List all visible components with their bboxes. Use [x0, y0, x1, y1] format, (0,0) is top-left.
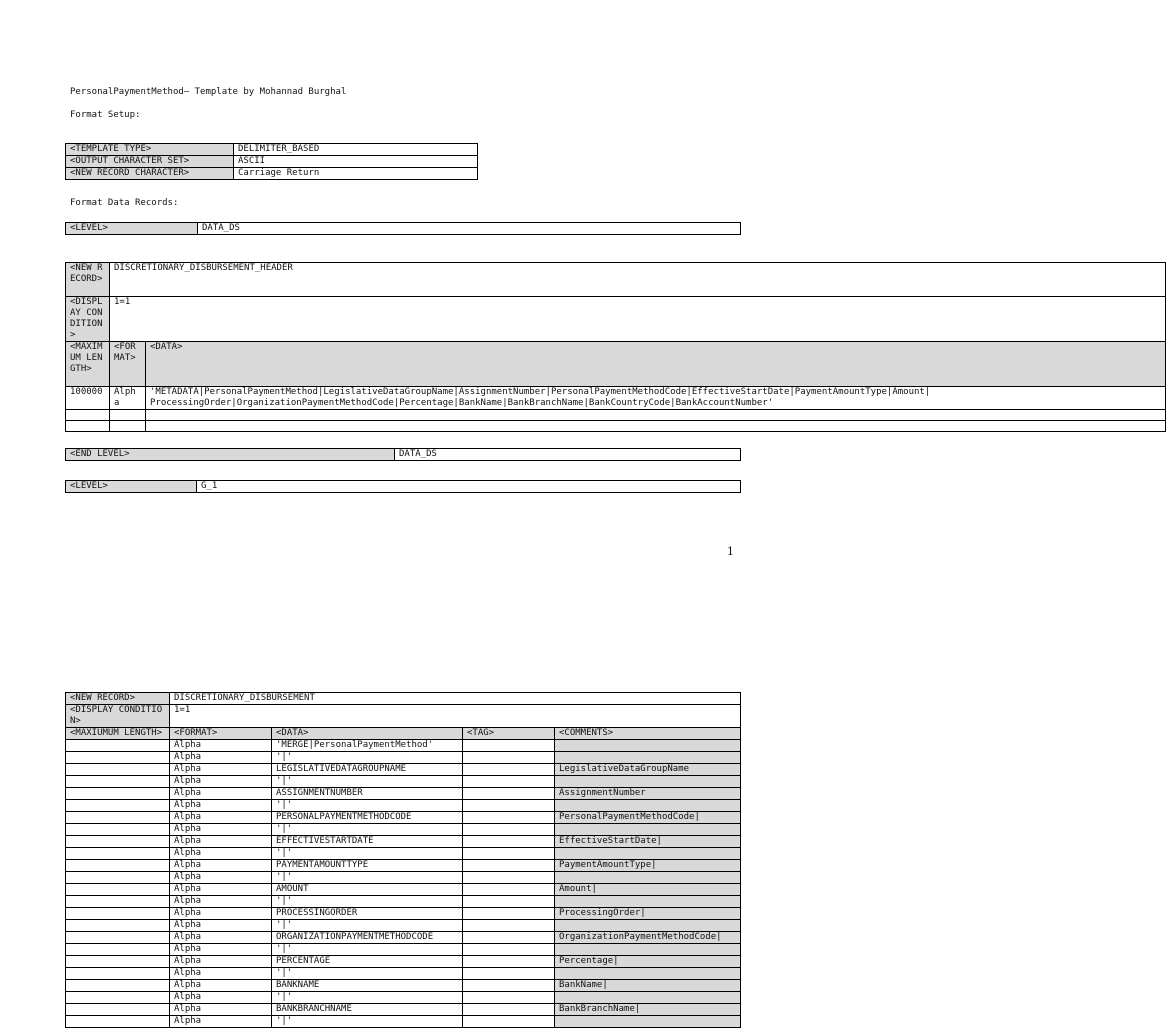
- data-cell: BANKBRANCHNAME: [272, 1004, 463, 1016]
- comment-cell: AssignmentNumber: [555, 788, 741, 800]
- table-row: [66, 896, 741, 908]
- header-record-table: [65, 262, 1166, 432]
- table-row: [66, 836, 741, 848]
- format-cell: Alpha: [170, 764, 272, 776]
- data-cell: ORGANIZATIONPAYMENTMETHODCODE: [272, 932, 463, 944]
- length-cell: [66, 836, 170, 848]
- comment-cell: [555, 992, 741, 1004]
- header-record-clip: [65, 262, 931, 434]
- end-level-value: DATA_DS: [395, 449, 741, 461]
- end-level-label: <END LEVEL>: [66, 449, 395, 461]
- format-data-records-heading: Format Data Records:: [70, 198, 179, 208]
- format-cell: Alpha: [170, 956, 272, 968]
- level-value: G_1: [197, 481, 741, 493]
- data-cell: 'MERGE|PersonalPaymentMethod': [272, 740, 463, 752]
- comment-cell: BankBranchName|: [555, 1004, 741, 1016]
- comment-cell: [555, 776, 741, 788]
- comment-cell: [555, 848, 741, 860]
- comment-cell: [555, 872, 741, 884]
- tag-cell: [463, 944, 555, 956]
- table-row: [66, 764, 741, 776]
- length-cell: [66, 1004, 170, 1016]
- new-record-value: DISCRETIONARY_DISBURSEMENT: [170, 693, 741, 705]
- max-length-label: <MAXIMUM LENGTH>: [66, 342, 110, 387]
- format-cell: Alpha: [170, 932, 272, 944]
- tag-cell: [463, 812, 555, 824]
- length-cell: [66, 896, 170, 908]
- table-row: [66, 387, 1166, 410]
- comment-cell: [555, 968, 741, 980]
- format-cell: Alpha: [170, 884, 272, 896]
- tag-cell: [463, 884, 555, 896]
- tag-cell: [463, 860, 555, 872]
- length-cell: [66, 920, 170, 932]
- document-title: PersonalPaymentMethod– Template by Mohannad Burghal: [70, 87, 347, 97]
- comment-cell: PaymentAmountType|: [555, 860, 741, 872]
- new-record-value: DISCRETIONARY_DISBURSEMENT_HEADER: [110, 263, 1166, 297]
- setup-value: Carriage Return: [234, 168, 478, 180]
- length-cell: [66, 824, 170, 836]
- data-cell: '|': [272, 776, 463, 788]
- tag-cell: [463, 764, 555, 776]
- tag-cell: [463, 968, 555, 980]
- tag-cell: [463, 908, 555, 920]
- comment-cell: BankName|: [555, 980, 741, 992]
- data-cell: '|': [272, 872, 463, 884]
- format-cell: Alpha: [170, 872, 272, 884]
- format-cell: Alpha: [170, 740, 272, 752]
- comment-cell: OrganizationPaymentMethodCode|: [555, 932, 741, 944]
- table-row: [66, 848, 741, 860]
- comment-cell: EffectiveStartDate|: [555, 836, 741, 848]
- tag-cell: [463, 896, 555, 908]
- display-condition-value: 1=1: [110, 297, 1166, 342]
- table-row: [66, 144, 478, 156]
- table-row: [66, 944, 741, 956]
- length-cell: [66, 848, 170, 860]
- comment-cell: [555, 800, 741, 812]
- format-cell: Alpha: [170, 752, 272, 764]
- level-label: <LEVEL>: [66, 223, 198, 235]
- table-row: [66, 740, 741, 752]
- setup-key: <OUTPUT CHARACTER SET>: [66, 156, 234, 168]
- format-cell: Alpha: [170, 788, 272, 800]
- tag-cell: [463, 872, 555, 884]
- table-row: [66, 872, 741, 884]
- table-row: [66, 788, 741, 800]
- format-cell: Alpha: [170, 848, 272, 860]
- format-cell: Alpha: [170, 824, 272, 836]
- format-cell: Alpha: [170, 1016, 272, 1028]
- format-cell: Alpha: [170, 920, 272, 932]
- row-format: Alpha: [110, 387, 146, 410]
- length-cell: [66, 980, 170, 992]
- data-cell: '|': [272, 824, 463, 836]
- comment-cell: [555, 896, 741, 908]
- level-data-ds-table: [65, 222, 741, 235]
- length-cell: [66, 1016, 170, 1028]
- detail-rows: [66, 740, 741, 1028]
- new-record-label: <NEW RECORD>: [66, 263, 110, 297]
- table-row: [66, 992, 741, 1004]
- column-header: <TAG>: [463, 728, 555, 740]
- end-level-table: [65, 448, 741, 461]
- table-row: [66, 705, 741, 728]
- table-row: [66, 884, 741, 896]
- tag-cell: [463, 1016, 555, 1028]
- table-row: [66, 920, 741, 932]
- length-cell: [66, 752, 170, 764]
- tag-cell: [463, 992, 555, 1004]
- tag-cell: [463, 788, 555, 800]
- length-cell: [66, 812, 170, 824]
- data-cell: PERSONALPAYMENTMETHODCODE: [272, 812, 463, 824]
- length-cell: [66, 740, 170, 752]
- length-cell: [66, 944, 170, 956]
- row-data-line: 'METADATA|PersonalPaymentMethod|LegislativeDataGroupName|AssignmentNumber|PersonalPaymentMethodCode|EffectiveStartDate|PaymentAmountType|Amount|: [150, 387, 931, 397]
- table-row: [66, 980, 741, 992]
- comment-cell: LegislativeDataGroupName: [555, 764, 741, 776]
- table-row: [66, 693, 741, 705]
- format-setup-heading: Format Setup:: [70, 110, 141, 120]
- table-row: [66, 342, 1166, 387]
- length-cell: [66, 908, 170, 920]
- table-row: [66, 812, 741, 824]
- table-row: [66, 410, 1166, 421]
- setup-key: <TEMPLATE TYPE>: [66, 144, 234, 156]
- format-cell: Alpha: [170, 968, 272, 980]
- tag-cell: [463, 800, 555, 812]
- data-cell: '|': [272, 968, 463, 980]
- length-cell: [66, 956, 170, 968]
- length-cell: [66, 764, 170, 776]
- data-cell: '|': [272, 992, 463, 1004]
- length-cell: [66, 872, 170, 884]
- comment-cell: [555, 824, 741, 836]
- length-cell: [66, 800, 170, 812]
- length-cell: [66, 968, 170, 980]
- tag-cell: [463, 920, 555, 932]
- tag-cell: [463, 824, 555, 836]
- data-cell: AMOUNT: [272, 884, 463, 896]
- data-label: <DATA>: [146, 342, 1166, 387]
- comment-cell: ProcessingOrder|: [555, 908, 741, 920]
- table-row: [66, 860, 741, 872]
- data-cell: BANKNAME: [272, 980, 463, 992]
- display-condition-label: <DISPLAY CONDITION>: [66, 705, 170, 728]
- data-cell: PERCENTAGE: [272, 956, 463, 968]
- format-cell: Alpha: [170, 896, 272, 908]
- tag-cell: [463, 752, 555, 764]
- table-row: [66, 956, 741, 968]
- format-cell: Alpha: [170, 1004, 272, 1016]
- table-row: [66, 421, 1166, 432]
- tag-cell: [463, 932, 555, 944]
- data-cell: EFFECTIVESTARTDATE: [272, 836, 463, 848]
- setup-table: [65, 143, 478, 180]
- tag-cell: [463, 1004, 555, 1016]
- tag-cell: [463, 740, 555, 752]
- row-length: 100000: [66, 387, 110, 410]
- data-cell: PROCESSINGORDER: [272, 908, 463, 920]
- format-cell: Alpha: [170, 776, 272, 788]
- comment-cell: [555, 920, 741, 932]
- data-cell: '|': [272, 944, 463, 956]
- table-row: [66, 263, 1166, 297]
- tag-cell: [463, 836, 555, 848]
- table-row: [66, 1004, 741, 1016]
- tag-cell: [463, 848, 555, 860]
- comment-cell: PersonalPaymentMethodCode|: [555, 812, 741, 824]
- display-condition-value: 1=1: [170, 705, 741, 728]
- length-cell: [66, 884, 170, 896]
- table-row: [66, 776, 741, 788]
- comment-cell: Amount|: [555, 884, 741, 896]
- format-cell: Alpha: [170, 860, 272, 872]
- table-row: [66, 297, 1166, 342]
- format-cell: Alpha: [170, 836, 272, 848]
- tag-cell: [463, 776, 555, 788]
- tag-cell: [463, 980, 555, 992]
- level-g1-table: [65, 480, 741, 493]
- length-cell: [66, 776, 170, 788]
- level-value: DATA_DS: [198, 223, 741, 235]
- comment-cell: [555, 740, 741, 752]
- column-header: <MAXIUMUM LENGTH>: [66, 728, 170, 740]
- comment-cell: [555, 944, 741, 956]
- format-cell: Alpha: [170, 812, 272, 824]
- table-header-row: [66, 728, 741, 740]
- column-header: <FORMAT>: [170, 728, 272, 740]
- format-cell: Alpha: [170, 992, 272, 1004]
- level-label: <LEVEL>: [66, 481, 197, 493]
- format-cell: Alpha: [170, 944, 272, 956]
- setup-value: DELIMITER_BASED: [234, 144, 478, 156]
- table-row: [66, 968, 741, 980]
- table-row: [66, 824, 741, 836]
- table-row: [66, 752, 741, 764]
- comment-cell: Percentage|: [555, 956, 741, 968]
- data-cell: '|': [272, 896, 463, 908]
- length-cell: [66, 860, 170, 872]
- comment-cell: [555, 752, 741, 764]
- tag-cell: [463, 956, 555, 968]
- setup-value: ASCII: [234, 156, 478, 168]
- data-cell: PAYMENTAMOUNTTYPE: [272, 860, 463, 872]
- setup-key: <NEW RECORD CHARACTER>: [66, 168, 234, 180]
- length-cell: [66, 932, 170, 944]
- format-cell: Alpha: [170, 908, 272, 920]
- data-cell: LEGISLATIVEDATAGROUPNAME: [272, 764, 463, 776]
- table-row: [66, 156, 478, 168]
- data-cell: '|': [272, 1016, 463, 1028]
- data-cell: ASSIGNMENTNUMBER: [272, 788, 463, 800]
- data-cell: '|': [272, 752, 463, 764]
- row-data-line: ProcessingOrder|OrganizationPaymentMethodCode|Percentage|BankName|BankBranchName|BankCountryCode|BankAccountNumber': [150, 398, 774, 408]
- data-cell: '|': [272, 800, 463, 812]
- page-number: 1: [727, 545, 734, 558]
- column-header: <COMMENTS>: [555, 728, 741, 740]
- display-condition-label: <DISPLAY CONDITION>: [66, 297, 110, 342]
- data-cell: '|': [272, 848, 463, 860]
- detail-record-table: [65, 692, 741, 1028]
- table-row: [66, 168, 478, 180]
- new-record-label: <NEW RECORD>: [66, 693, 170, 705]
- length-cell: [66, 992, 170, 1004]
- row-data: [146, 387, 1166, 410]
- table-row: [66, 1016, 741, 1028]
- format-label: <FORMAT>: [110, 342, 146, 387]
- table-row: [66, 908, 741, 920]
- format-cell: Alpha: [170, 800, 272, 812]
- comment-cell: [555, 1016, 741, 1028]
- table-row: [66, 932, 741, 944]
- format-cell: Alpha: [170, 980, 272, 992]
- data-cell: '|': [272, 920, 463, 932]
- table-row: [66, 800, 741, 812]
- column-header: <DATA>: [272, 728, 463, 740]
- length-cell: [66, 788, 170, 800]
